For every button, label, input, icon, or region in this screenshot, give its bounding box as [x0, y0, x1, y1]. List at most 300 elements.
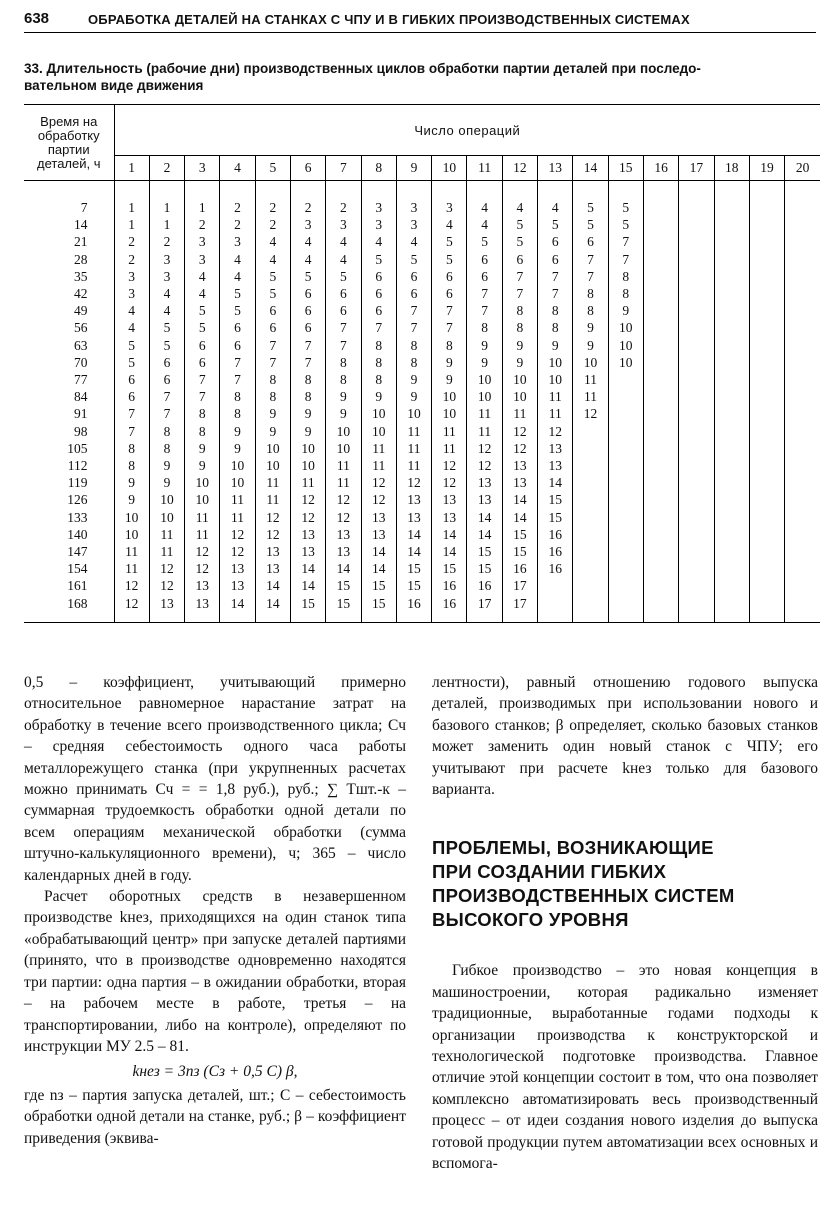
table-cell: 8: [608, 268, 643, 285]
table-cell: 13: [467, 474, 502, 491]
table-cell: 10: [326, 423, 361, 440]
table-cell: 9: [467, 354, 502, 371]
table-cell: [608, 577, 643, 594]
table-cell: 7: [326, 337, 361, 354]
table-cell: 11: [432, 440, 467, 457]
table-cell: 14: [326, 560, 361, 577]
table-cell: [573, 491, 608, 508]
table-cell: 3: [396, 181, 431, 217]
table-cell: 5: [128, 354, 136, 370]
table-cell: 11: [220, 491, 255, 508]
table-cell: 13: [467, 491, 502, 508]
table-cell: 15: [538, 491, 573, 508]
table-cell: 12: [220, 543, 255, 560]
table-cell: 2: [128, 234, 136, 250]
table-cell: 5: [361, 251, 396, 268]
table-cell: 9: [326, 405, 361, 422]
table-cell: [749, 268, 784, 285]
table-cell: [749, 233, 784, 250]
table-cell: [679, 509, 714, 526]
table-cell: 5: [608, 181, 643, 217]
table-cell: [573, 440, 608, 457]
table-cell: 15: [396, 560, 431, 577]
op-number-header: 6: [290, 156, 325, 181]
table-cell: 8: [538, 319, 573, 336]
time-cell: 133: [24, 509, 114, 526]
table-cell: 14: [467, 526, 502, 543]
table-cell: 13: [361, 526, 396, 543]
table-cell: 17: [502, 577, 537, 594]
table-cell: [785, 560, 820, 577]
table-cell: 10: [538, 354, 573, 371]
table-cell: 3: [432, 181, 467, 217]
table-cell: [785, 405, 820, 422]
table-row: [24, 543, 820, 560]
table-cell: 8: [128, 458, 136, 474]
table-cell: 14: [290, 560, 325, 577]
table-cell: [679, 268, 714, 285]
table-cell: 3: [326, 216, 361, 233]
table-cell: 3: [128, 268, 136, 284]
table-cell: [679, 526, 714, 543]
table-cell: 10: [396, 405, 431, 422]
table-cell: 3: [185, 251, 220, 268]
table-cell: 13: [326, 543, 361, 560]
table-cell: 10: [608, 337, 643, 354]
table-cell: 6: [290, 302, 325, 319]
op-number-header: 18: [714, 156, 749, 181]
table-cell: 6: [573, 233, 608, 250]
table-cell: [643, 491, 678, 508]
table-cell: 7: [538, 268, 573, 285]
table-cell: 10: [124, 509, 139, 525]
table-cell: 13: [432, 509, 467, 526]
table-cell: 7: [467, 302, 502, 319]
time-cell: 42: [24, 285, 114, 302]
table-cell: [714, 354, 749, 371]
table-cell: 11: [361, 457, 396, 474]
table-cell: 10: [361, 423, 396, 440]
table-cell: 12: [361, 491, 396, 508]
page-number: 638: [24, 10, 50, 27]
table-cell: 6: [326, 285, 361, 302]
table-cell: 11: [396, 423, 431, 440]
table-cell: [679, 423, 714, 440]
table-cell: 11: [573, 371, 608, 388]
table-cell: 2: [149, 233, 184, 250]
table-cell: 8: [502, 302, 537, 319]
table-cell: 7: [432, 302, 467, 319]
table-cell: 2: [128, 251, 136, 267]
table-cell: 8: [538, 302, 573, 319]
table-cell: [679, 302, 714, 319]
table-cell: 8: [290, 388, 325, 405]
table-cell: [785, 251, 820, 268]
table-cell: 16: [538, 526, 573, 543]
table-cell: 11: [432, 423, 467, 440]
table-row: [24, 388, 820, 405]
table-cell: 4: [255, 233, 290, 250]
table-cell: [679, 285, 714, 302]
op-number-header: 5: [255, 156, 290, 181]
table-cell: 13: [290, 526, 325, 543]
table-cell: 8: [149, 440, 184, 457]
table-cell: 4: [128, 303, 136, 319]
table-cell: [785, 509, 820, 526]
table-cell: 7: [326, 319, 361, 336]
table-cell: 7: [185, 388, 220, 405]
op-number-header: 3: [185, 156, 220, 181]
table-cell: 15: [432, 560, 467, 577]
table-cell: 12: [149, 560, 184, 577]
left-text-column: [24, 672, 406, 1149]
table-cell: 9: [573, 319, 608, 336]
table-cell: [714, 560, 749, 577]
table-cell: 6: [361, 268, 396, 285]
table-cell: 15: [361, 595, 396, 623]
table-cell: 9: [396, 388, 431, 405]
table-cell: 7: [255, 354, 290, 371]
table-cell: [749, 577, 784, 594]
table-cell: 10: [432, 388, 467, 405]
table-cell: 12: [290, 509, 325, 526]
table-cell: 13: [149, 595, 184, 623]
table-cell: 16: [396, 595, 431, 623]
table-cell: [643, 371, 678, 388]
table-cell: 7: [396, 302, 431, 319]
table-cell: 13: [185, 595, 220, 623]
table-row: [24, 509, 820, 526]
table-cell: 10: [502, 388, 537, 405]
table-cell: 8: [128, 440, 136, 456]
time-cell: 140: [24, 526, 114, 543]
table-row: [24, 405, 820, 422]
table-cell: [608, 388, 643, 405]
table-cell: 1: [149, 181, 184, 217]
table-cell: 1: [128, 217, 136, 233]
table-row: [24, 233, 820, 250]
table-cell: 15: [326, 577, 361, 594]
table-cell: [538, 577, 573, 594]
table-cell: 10: [124, 526, 139, 542]
table-cell: 2: [185, 216, 220, 233]
op-number-header: 4: [220, 156, 255, 181]
table-cell: 8: [255, 371, 290, 388]
table-cell: [608, 405, 643, 422]
table-cell: [714, 423, 749, 440]
table-cell: 13: [502, 474, 537, 491]
table-cell: [608, 560, 643, 577]
table-cell: [679, 577, 714, 594]
table-cell: 9: [149, 457, 184, 474]
cycle-duration-table: [24, 104, 820, 623]
table-cell: 3: [361, 216, 396, 233]
table-cell: 12: [149, 577, 184, 594]
table-cell: 6: [149, 354, 184, 371]
table-cell: [714, 388, 749, 405]
table-cell: 7: [149, 405, 184, 422]
table-cell: [714, 319, 749, 336]
table-cell: 4: [432, 216, 467, 233]
table-cell: 10: [220, 457, 255, 474]
table-cell: [785, 354, 820, 371]
table-cell: [785, 285, 820, 302]
table-cell: 5: [502, 216, 537, 233]
table-cell: 8: [185, 423, 220, 440]
table-cell: [573, 577, 608, 594]
table-cell: 11: [467, 423, 502, 440]
table-cell: [608, 423, 643, 440]
table-cell: 16: [432, 577, 467, 594]
table-cell: [608, 474, 643, 491]
table-cell: 7: [502, 268, 537, 285]
paragraph: где nз – партия запуска деталей, шт.; С – себестоимость обработки одной детали на станке, руб.; β – коэффициент приведения (эквива-: [24, 1086, 406, 1147]
table-cell: [643, 423, 678, 440]
table-row: [24, 457, 820, 474]
table-cell: [714, 268, 749, 285]
table-corner-header: Время на обработку партии деталей, ч: [24, 105, 114, 181]
table-cell: 4: [467, 181, 502, 217]
table-cell: 4: [538, 181, 573, 217]
table-cell: 12: [502, 423, 537, 440]
table-cell: [749, 543, 784, 560]
table-cell: 8: [361, 371, 396, 388]
table-cell: 14: [255, 577, 290, 594]
op-number-header: 13: [538, 156, 573, 181]
table-cell: 9: [608, 302, 643, 319]
table-cell: 12: [255, 509, 290, 526]
table-cell: 6: [361, 285, 396, 302]
table-cell: [785, 216, 820, 233]
table-cell: 6: [290, 319, 325, 336]
table-cell: [608, 440, 643, 457]
table-cell: 1: [185, 181, 220, 217]
table-cell: 12: [326, 509, 361, 526]
table-cell: 6: [432, 285, 467, 302]
table-cell: [643, 543, 678, 560]
table-cell: 14: [432, 526, 467, 543]
table-cell: 12: [220, 526, 255, 543]
table-cell: [749, 595, 784, 623]
table-row: [24, 371, 820, 388]
table-cell: 9: [255, 423, 290, 440]
table-cell: 6: [149, 371, 184, 388]
table-cell: 2: [220, 216, 255, 233]
time-cell: 28: [24, 251, 114, 268]
table-cell: 9: [128, 492, 136, 508]
table-cell: 5: [396, 251, 431, 268]
table-cell: [643, 233, 678, 250]
table-row: [24, 181, 820, 217]
table-cell: 6: [538, 233, 573, 250]
table-cell: [749, 302, 784, 319]
table-cell: 13: [396, 509, 431, 526]
section-heading: [432, 836, 818, 932]
paragraph: Гибкое производство – это новая концепция в машиностроении, которая радикально изменяет традиционные, выработанные годами подходы к организации производства к конструкторской и технологической подготовке производства. Главное отличие этой концепции состоит в том, что она позволяет комплексно автоматизировать весь производственный процесс – от идеи создания нового изделия до выпуска готовой продукции путем автоматизации всех основных и вспомога-: [432, 962, 818, 1173]
table-cell: [643, 457, 678, 474]
op-number-header: 16: [643, 156, 678, 181]
paragraph: 0,5 – коэффициент, учитывающий примерно относительное равномерное нарастание затрат на обработку в течение всего производственного цикла; Сч – средняя себестоимость одного часа работы металлорежущего станка (при укрупненных расчетах можно принимать Сч = = 1,8 руб.), руб.; ∑ Тшт.-к – суммарная трудоемкость обработки одной детали по всем операциям механической обработки (сумма штучно-калькуляционного времени), ч; 365 – число календарных дней в году.: [24, 674, 406, 884]
table-cell: 10: [502, 371, 537, 388]
table-cell: [785, 233, 820, 250]
table-cell: [573, 457, 608, 474]
table-cell: 12: [326, 491, 361, 508]
table-cell: [679, 405, 714, 422]
table-cell: 14: [538, 474, 573, 491]
table-cell: 14: [396, 543, 431, 560]
table-cell: [679, 319, 714, 336]
table-cell: 9: [467, 337, 502, 354]
table-cell: 2: [290, 181, 325, 217]
table-cell: [749, 216, 784, 233]
table-cell: 9: [502, 354, 537, 371]
table-cell: 12: [467, 440, 502, 457]
table-cell: [643, 577, 678, 594]
time-cell: 91: [24, 405, 114, 422]
table-cell: 4: [396, 233, 431, 250]
table-cell: [573, 423, 608, 440]
table-cell: [714, 474, 749, 491]
table-cell: 5: [185, 302, 220, 319]
table-cell: 11: [538, 405, 573, 422]
table-cell: 10: [185, 491, 220, 508]
table-cell: 16: [432, 595, 467, 623]
time-cell: 126: [24, 491, 114, 508]
table-cell: [608, 595, 643, 623]
table-cell: 7: [361, 319, 396, 336]
table-cell: 10: [573, 354, 608, 371]
table-cell: 5: [149, 319, 184, 336]
table-cell: 10: [149, 491, 184, 508]
table-cell: 14: [502, 509, 537, 526]
table-cell: 15: [502, 526, 537, 543]
table-group-header: Число операций: [114, 105, 820, 156]
time-cell: 147: [24, 543, 114, 560]
table-cell: 5: [255, 268, 290, 285]
table-cell: [714, 543, 749, 560]
op-number-header: 10: [432, 156, 467, 181]
table-cell: 11: [573, 388, 608, 405]
table-cell: 14: [255, 595, 290, 623]
time-cell: 98: [24, 423, 114, 440]
table-cell: 1: [128, 200, 136, 215]
table-cell: 16: [538, 560, 573, 577]
table-cell: 13: [538, 457, 573, 474]
table-row: [24, 560, 820, 577]
table-cell: 17: [467, 595, 502, 623]
table-cell: 12: [114, 595, 149, 623]
time-cell: 77: [24, 371, 114, 388]
table-cell: 11: [220, 509, 255, 526]
table-cell: [643, 388, 678, 405]
table-cell: [785, 543, 820, 560]
table-cell: 10: [290, 457, 325, 474]
table-cell: 11: [255, 491, 290, 508]
table-cell: 13: [185, 577, 220, 594]
table-cell: [749, 526, 784, 543]
table-cell: 15: [326, 595, 361, 623]
table-cell: 8: [326, 354, 361, 371]
table-cell: [679, 457, 714, 474]
table-cell: [749, 405, 784, 422]
table-cell: 9: [502, 337, 537, 354]
time-cell: 7: [24, 181, 114, 217]
table-cell: 5: [149, 337, 184, 354]
op-number-header: 2: [149, 156, 184, 181]
section-heading-line: ВЫСОКОГО УРОВНЯ: [432, 909, 629, 931]
op-number-header: 14: [573, 156, 608, 181]
table-cell: 4: [290, 251, 325, 268]
table-cell: 13: [326, 526, 361, 543]
table-cell: 8: [396, 337, 431, 354]
paragraph: Расчет оборотных средств в незавершенном производстве kнез, приходящихся на один станок типа «обрабатывающий центр» при запуске деталей партиями (принято, что в производстве одновременно находятся три партии: одна партия – в ожидании обработки, вторая – на рабочем месте в работе, третья – на транспортировании, либо на контроле), определяют по инструкции МУ 2.5 – 81.: [24, 888, 406, 1055]
table-cell: 17: [502, 595, 537, 623]
table-cell: [714, 337, 749, 354]
table-cell: [749, 388, 784, 405]
table-cell: 13: [220, 560, 255, 577]
table-cell: [643, 560, 678, 577]
table-cell: 8: [220, 388, 255, 405]
op-number-header: 8: [361, 156, 396, 181]
table-cell: 11: [125, 544, 139, 560]
table-cell: 6: [467, 268, 502, 285]
time-cell: 63: [24, 337, 114, 354]
table-cell: [573, 543, 608, 560]
table-cell: 9: [255, 405, 290, 422]
table-cell: 8: [326, 371, 361, 388]
table-cell: 6: [538, 251, 573, 268]
table-cell: 5: [128, 337, 136, 353]
table-cell: 7: [467, 285, 502, 302]
table-cell: 8: [361, 354, 396, 371]
table-cell: 3: [128, 286, 136, 302]
table-cell: 7: [432, 319, 467, 336]
table-cell: 3: [290, 216, 325, 233]
table-cell: 6: [290, 285, 325, 302]
table-cell: 9: [573, 337, 608, 354]
table-op-header-row: [24, 156, 820, 181]
table-cell: 13: [220, 577, 255, 594]
table-cell: [573, 560, 608, 577]
time-cell: 21: [24, 233, 114, 250]
table-cell: 5: [220, 302, 255, 319]
table-row: [24, 268, 820, 285]
table-cell: 14: [396, 526, 431, 543]
table-cell: [714, 233, 749, 250]
op-number-header: 9: [396, 156, 431, 181]
table-cell: 11: [538, 388, 573, 405]
table-cell: [643, 216, 678, 233]
table-cell: [679, 560, 714, 577]
table-cell: 10: [255, 457, 290, 474]
table-cell: 6: [326, 302, 361, 319]
table-cell: [643, 251, 678, 268]
table-cell: 7: [128, 423, 136, 439]
table-cell: 6: [128, 389, 136, 405]
table-cell: 8: [255, 388, 290, 405]
table-cell: 4: [502, 181, 537, 217]
table-cell: 9: [290, 405, 325, 422]
table-cell: 6: [502, 251, 537, 268]
table-cell: 13: [538, 440, 573, 457]
table-cell: 4: [467, 216, 502, 233]
table-cell: 10: [538, 371, 573, 388]
running-title: ОБРАБОТКА ДЕТАЛЕЙ НА СТАНКАХ С ЧПУ И В ГИБКИХ ПРОИЗВОДСТВЕННЫХ СИСТЕМАХ: [88, 12, 690, 27]
table-cell: 11: [396, 457, 431, 474]
table-cell: 14: [361, 543, 396, 560]
table-cell: [714, 457, 749, 474]
table-cell: 12: [467, 457, 502, 474]
